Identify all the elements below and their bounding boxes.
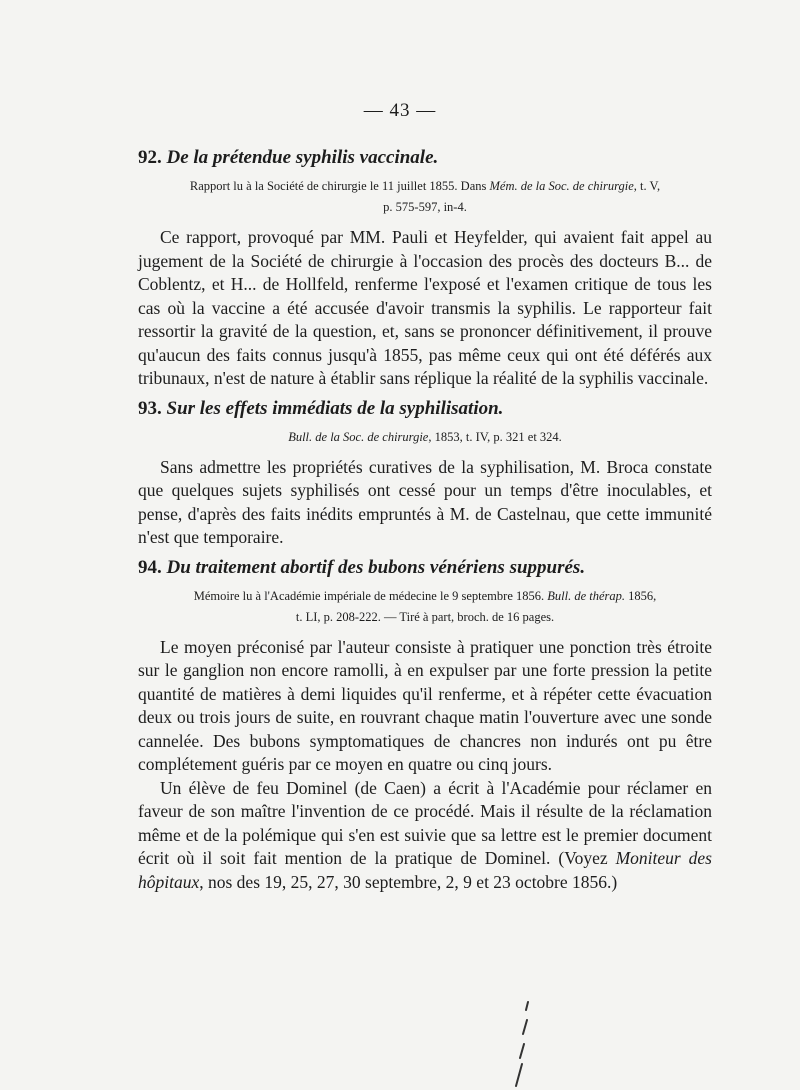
entry-reference bbox=[138, 427, 712, 448]
paragraph-text: , nos des 19, 25, 27, 30 septembre, 2, 9 et 23 octobre 1856.) bbox=[199, 871, 618, 892]
entry-94 bbox=[138, 556, 712, 895]
entry-number: 93. bbox=[138, 397, 162, 419]
page-body bbox=[138, 146, 712, 894]
reference-text: , t. V, bbox=[633, 179, 661, 193]
entry-paragraph: Sans admettre les propriétés curatives de la syphilisation, M. Broca constate que quelques sujets syphilisés ont cessé pour un temps d'être inoculables, et pense, d'après des faits inédits empruntés à M. de Castelnau, que cette immunité n'est que temporaire. bbox=[138, 456, 712, 547]
entry-title-text: De la prétendue syphilis vaccinale. bbox=[166, 147, 439, 168]
entry-reference bbox=[138, 176, 712, 218]
reference-text: p. 575-597, in-4. bbox=[383, 200, 467, 214]
entry-paragraph-closing bbox=[138, 777, 712, 895]
reference-text: , 1853, t. IV, p. 321 et 324. bbox=[428, 429, 562, 444]
entry-92 bbox=[138, 146, 712, 391]
entry-paragraph: Ce rapport, provoqué par MM. Pauli et Heyfelder, qui avaient fait appel au jugement de la Société de chirurgie à l'occasion des procès des docteurs B... de Coblentz, et H... de Hollfeld, renferme l'exposé et l'examen critique de tous les cas où la vaccine a été accusée d'avoir transmis la syphilis. Le rapporteur fait ressortir la gravité de la question, et, sans se prononcer définitivement, il prouve qu'aucun des faits connus jusqu'à 1855, pas même ceux qui ont été déférés aux tribunaux, n'est de nature à établir sans réplique la réalité de la syphilis vaccinale. bbox=[138, 227, 712, 388]
reference-journal: Bull. de thérap. bbox=[547, 588, 626, 603]
entry-number: 92. bbox=[138, 147, 162, 168]
journal-title: Moniteur des hôpitaux bbox=[138, 848, 712, 892]
entry-title bbox=[138, 397, 712, 421]
entry-title-text: Du traitement abortif des bubons vénériens suppurés. bbox=[166, 556, 586, 578]
reference-text: Rapport lu à la Société de chirurgie le 11 juillet 1855. Dans bbox=[189, 179, 490, 193]
reference-journal: Mém. de la Soc. de chirurgie bbox=[489, 179, 634, 193]
entry-title bbox=[138, 146, 712, 170]
reference-text: 1856, bbox=[625, 588, 657, 603]
entry-reference bbox=[138, 586, 712, 628]
reference-journal: Bull. de la Soc. de chirurgie bbox=[288, 429, 429, 444]
entry-93 bbox=[138, 397, 712, 550]
reference-text: t. LI, p. 208-222. — Tiré à part, broch. de 16 pages. bbox=[295, 609, 555, 624]
page-number: — 43 — bbox=[363, 100, 437, 121]
entry-paragraph: Le moyen préconisé par l'auteur consiste à pratiquer une ponction très étroite sur le ganglion non encore ramolli, à en expulser par une forte pression la petite quantité de matières à demi liquides qu'il renferme, et à répéter cette évacuation deux ou trois jours de suite, en rouvrant chaque matin l'ouverture avec une sonde cannelée. Des bubons symptomatiques de chancres non indurés ont pu être complétement guéris par ce moyen en quatre ou cinq jours. bbox=[138, 636, 712, 774]
entry-number: 94. bbox=[138, 556, 162, 578]
entry-title bbox=[138, 556, 712, 580]
entry-title-text: Sur les effets immédiats de la syphilisation. bbox=[166, 397, 504, 419]
reference-text: Mémoire lu à l'Académie impériale de médecine le 9 septembre 1856. bbox=[193, 588, 548, 603]
pen-mark bbox=[510, 1000, 532, 1090]
paragraph-text: Un élève de feu Dominel (de Caen) a écrit à l'Académie pour réclamer en faveur de son maître l'invention de ce procédé. Mais il résulte de la réclamation même et de la polémique qui s'en est suivie que sa lettre est le premier document écrit où il soit fait mention de la pratique de Dominel. (Voyez bbox=[138, 777, 712, 868]
